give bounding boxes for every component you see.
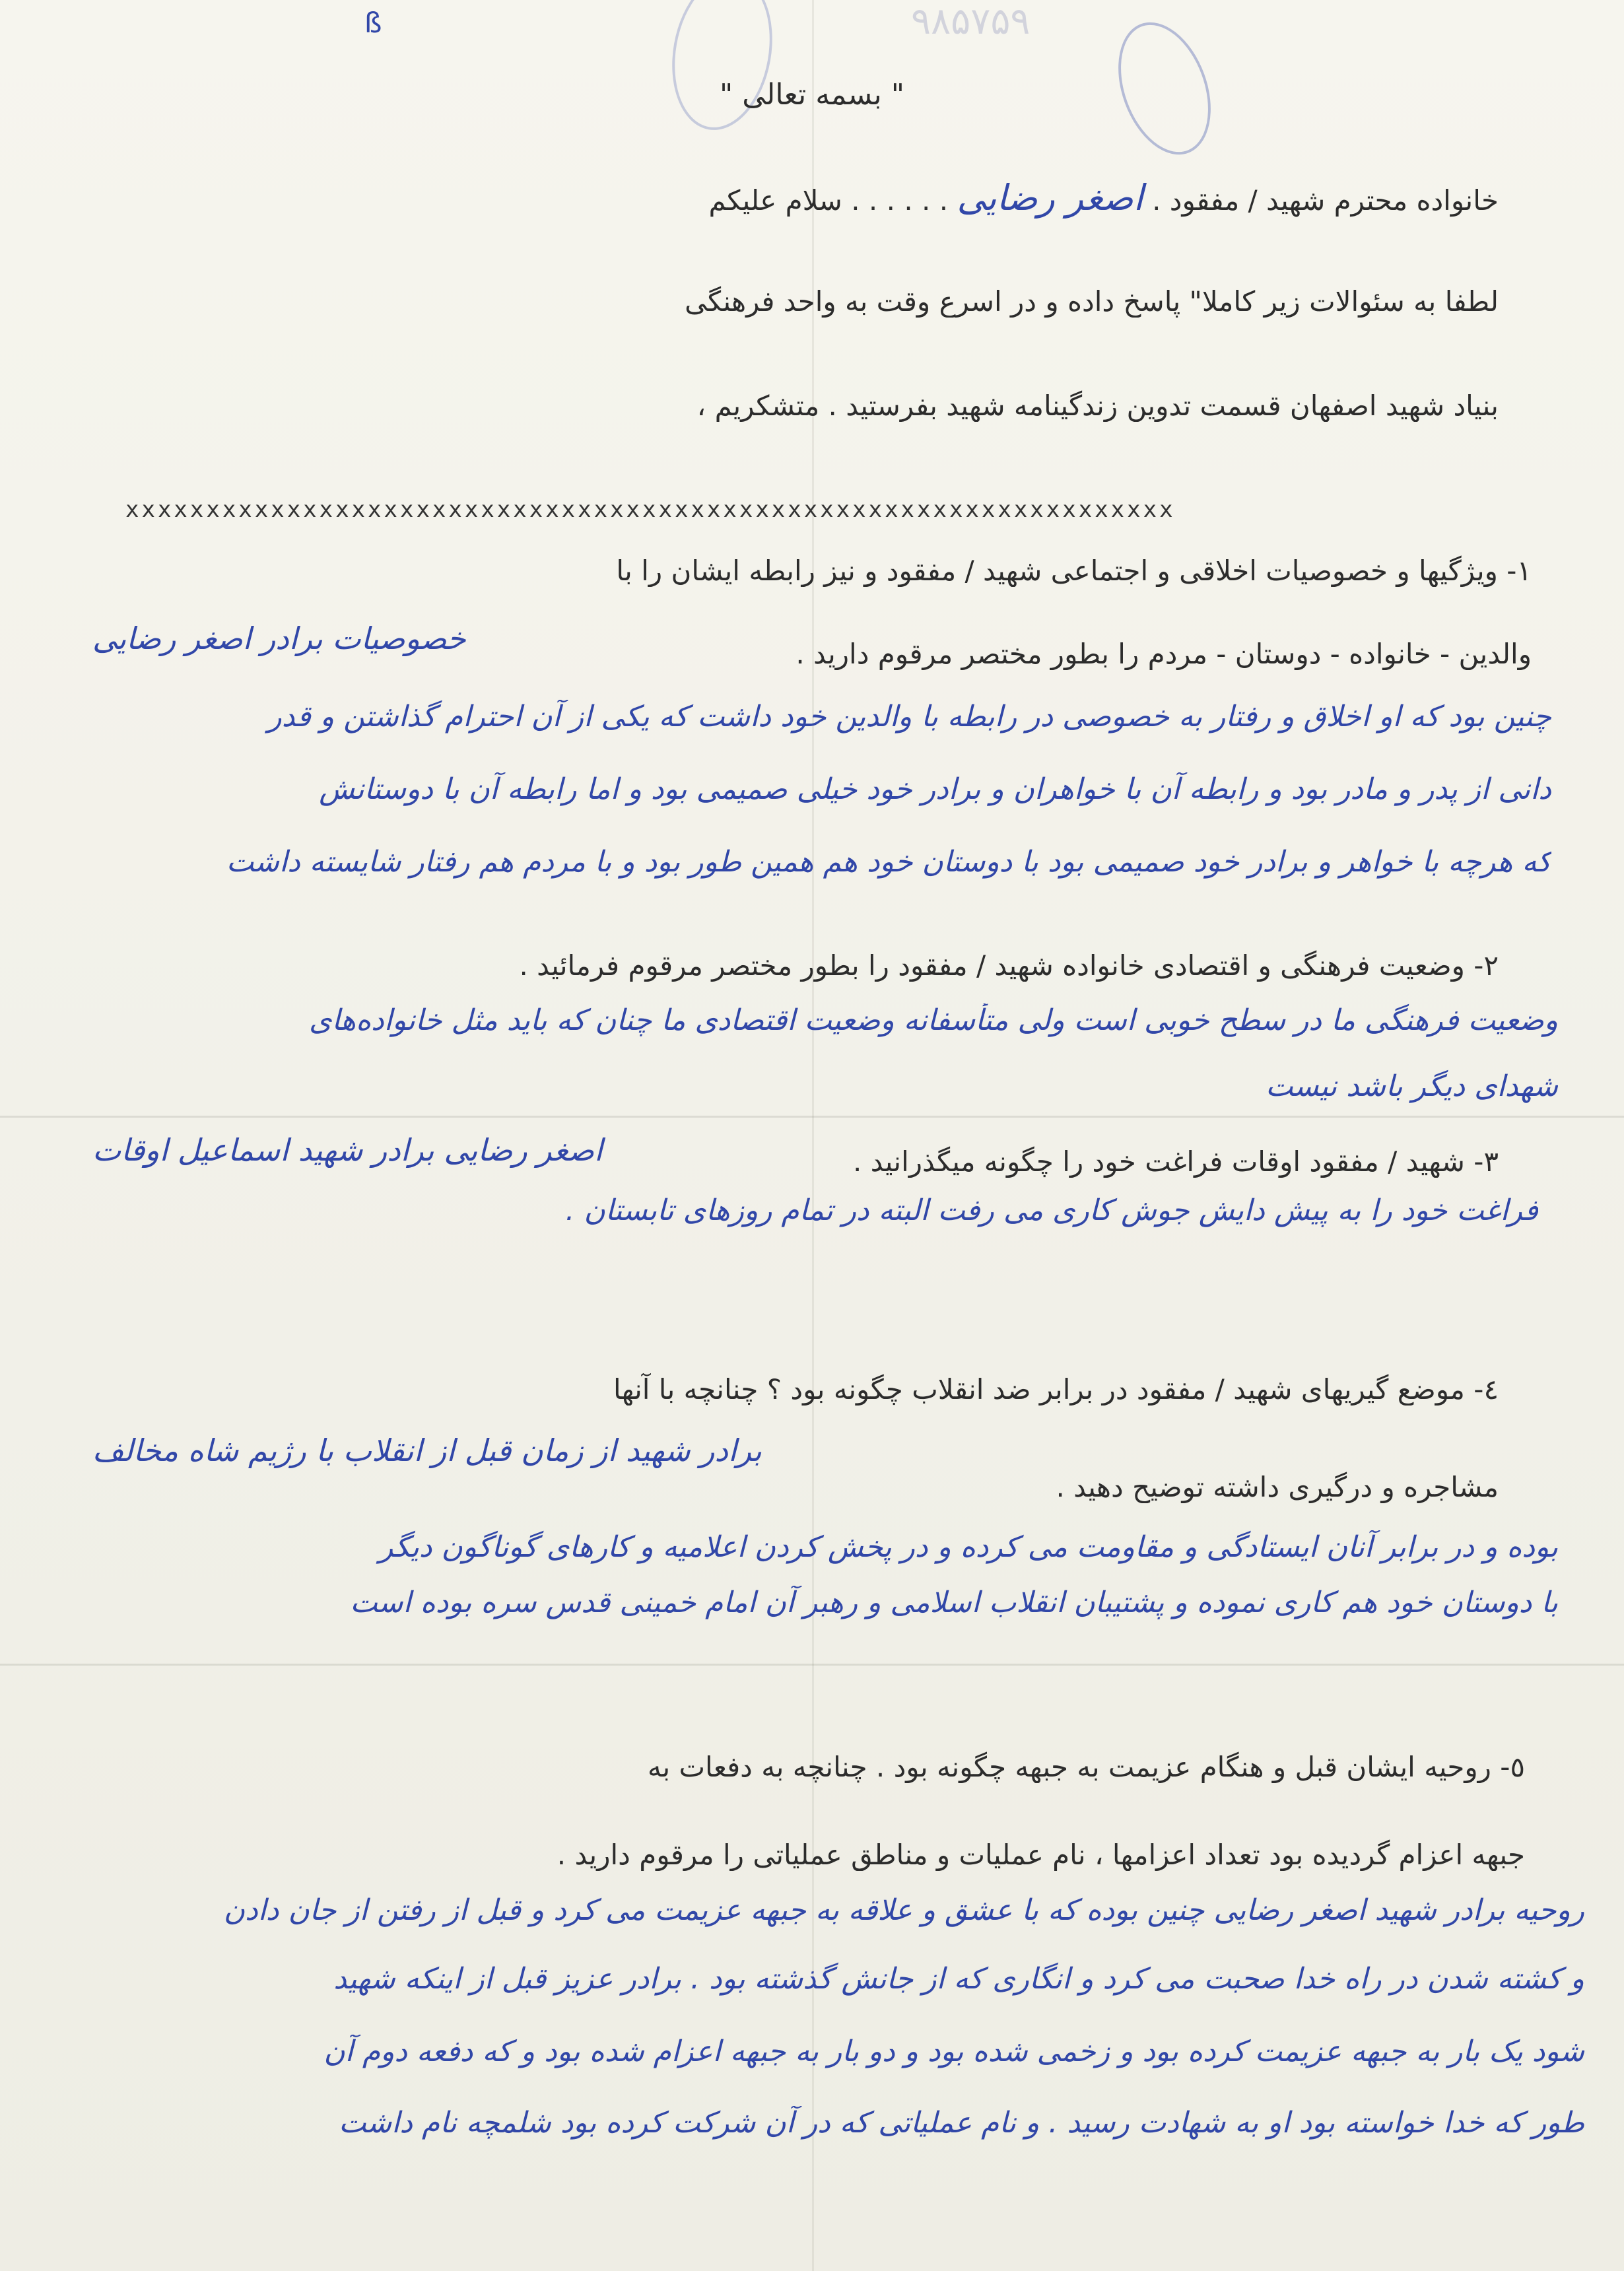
paper-fold-line <box>812 0 814 2271</box>
page-title: " بسمه تعالی " <box>720 78 904 112</box>
answer-5-line-1: روحیه برادر شهید اصغر رضایی چنین بوده که با عشق و علاقه به جبهه عزیمت می کرد و قبل از رفتن از جان دادن <box>223 1893 1584 1927</box>
answer-5-line-2: و کشته شدن در راه خدا صحبت می کرد و انگاری که از جانش گذشته بود . برادر عزیز قبل از اینکه شهید <box>333 1962 1584 1996</box>
header-prefix: خانواده محترم شهید / مفقود . <box>1152 184 1499 217</box>
answer-1-line-3: که هرچه با خواهر و برادر خود صمیمی بود با دوستان خود هم همین طور بود و با مردم هم رفتار شایسته داشت <box>226 845 1551 879</box>
header-line-2: لطفا به سئوالات زیر کاملا" پاسخ داده و در اسرع وقت به واحد فرهنگی <box>685 285 1499 318</box>
answer-3-line-1: فراغت خود را به پیش دایش جوش کاری می رفت البته در تمام روزهای تابستان . <box>565 1194 1538 1227</box>
ink-bleed-mark <box>660 0 784 138</box>
answer-2-line-1: وضعیت فرهنگی ما در سطح خوبی است ولی متأسفانه وضعیت اقتصادی ما چنان که باید مثل خانواده‌های <box>309 1003 1558 1037</box>
answer-1-inline: خصوصیات برادر اصغر رضایی <box>92 621 466 656</box>
answer-4-line-1: بوده و در برابر آنان ایستادگی و مقاومت می کرده و در پخش کردن اعلامیه و کارهای گوناگون دیگر <box>379 1530 1558 1564</box>
header-line-3: بنیاد شهید اصفهان قسمت تدوین زندگینامه شهید بفرستید . متشکریم ، <box>696 390 1499 422</box>
question-4-line-1: ٤- موضع گیریهای شهید / مفقود در برابر ضد انقلاب چگونه بود ؟ چنانچه با آنها <box>613 1373 1499 1406</box>
question-3-line-1: ٣- شهید / مفقود اوقات فراغت خود را چگونه میگذرانید . <box>852 1145 1499 1178</box>
answer-1-line-1: چنین بود که او اخلاق و رفتار به خصوصی در رابطه با والدین خود داشت که یکی از آن احترام گذاشتن و قدر <box>267 700 1551 733</box>
answer-4-inline: برادر شهید از زمان قبل از انقلاب با رژیم شاه مخالف <box>92 1433 762 1468</box>
answer-1-line-2: دانی از پدر و مادر بود و رابطه آن با خواهران و برادر خود خیلی صمیمی بود و اما رابطه آن با دوستانش <box>319 772 1551 806</box>
archive-number-stamp: ۹۸۵۷۵۹ <box>911 0 1031 43</box>
answer-2-line-2: شهدای دیگر باشد نیست <box>1266 1069 1558 1103</box>
answer-5-line-3: شود یک بار به جبهه عزیمت کرده بود و زخمی شده بود و دو بار به جبهه اعزام شده بود و که دفعه دوم آن <box>323 2035 1584 2068</box>
answer-4-line-2: با دوستان خود هم کاری نموده و پشتیبان انقلاب اسلامی و رهبر آن امام خمینی قدس سره بوده است <box>350 1586 1558 1619</box>
answer-3-inline: اصغر رضایی برادر شهید اسماعیل اوقات <box>92 1132 603 1168</box>
header-suffix: . . . . . . سلام علیکم <box>708 184 949 217</box>
question-5-line-2: جبهه اعزام گردیده بود تعداد اعزامها ، نام عملیات و مناطق عملیاتی را مرقوم دارید . <box>557 1839 1525 1871</box>
header-line-1 <box>112 177 1499 219</box>
question-1-line-1: ١- ویژگیها و خصوصیات اخلاقی و اجتماعی شهید / مفقود و نیز رابطه ایشان را با <box>616 555 1532 587</box>
question-5-line-1: ٥- روحیه ایشان قبل و هنگام عزیمت به جبهه چگونه بود . چنانچه به دفعات به <box>647 1751 1525 1783</box>
separator-line: xxxxxxxxxxxxxxxxxxxxxxxxxxxxxxxxxxxxxxxxxxxxxxxxxxxxxxxxxxxxxxxxx <box>125 496 1176 523</box>
question-1-line-2: والدین - خانواده - دوستان - مردم را بطور مختصر مرقوم دارید . <box>795 638 1532 670</box>
martyr-name: اصغر رضایی <box>957 177 1143 219</box>
corner-mark: ß <box>364 7 382 39</box>
question-4-line-2: مشاجره و درگیری داشته توضیح دهید . <box>1056 1471 1499 1503</box>
question-2-line-1: ٢- وضعیت فرهنگی و اقتصادی خانواده شهید / مفقود را بطور مختصر مرقوم فرمائید . <box>519 949 1499 982</box>
answer-5-line-4: طور که خدا خواسته بود او به شهادت رسید . و نام عملیاتی که در آن شرکت کرده بود شلمچه نام داشت <box>339 2106 1584 2140</box>
